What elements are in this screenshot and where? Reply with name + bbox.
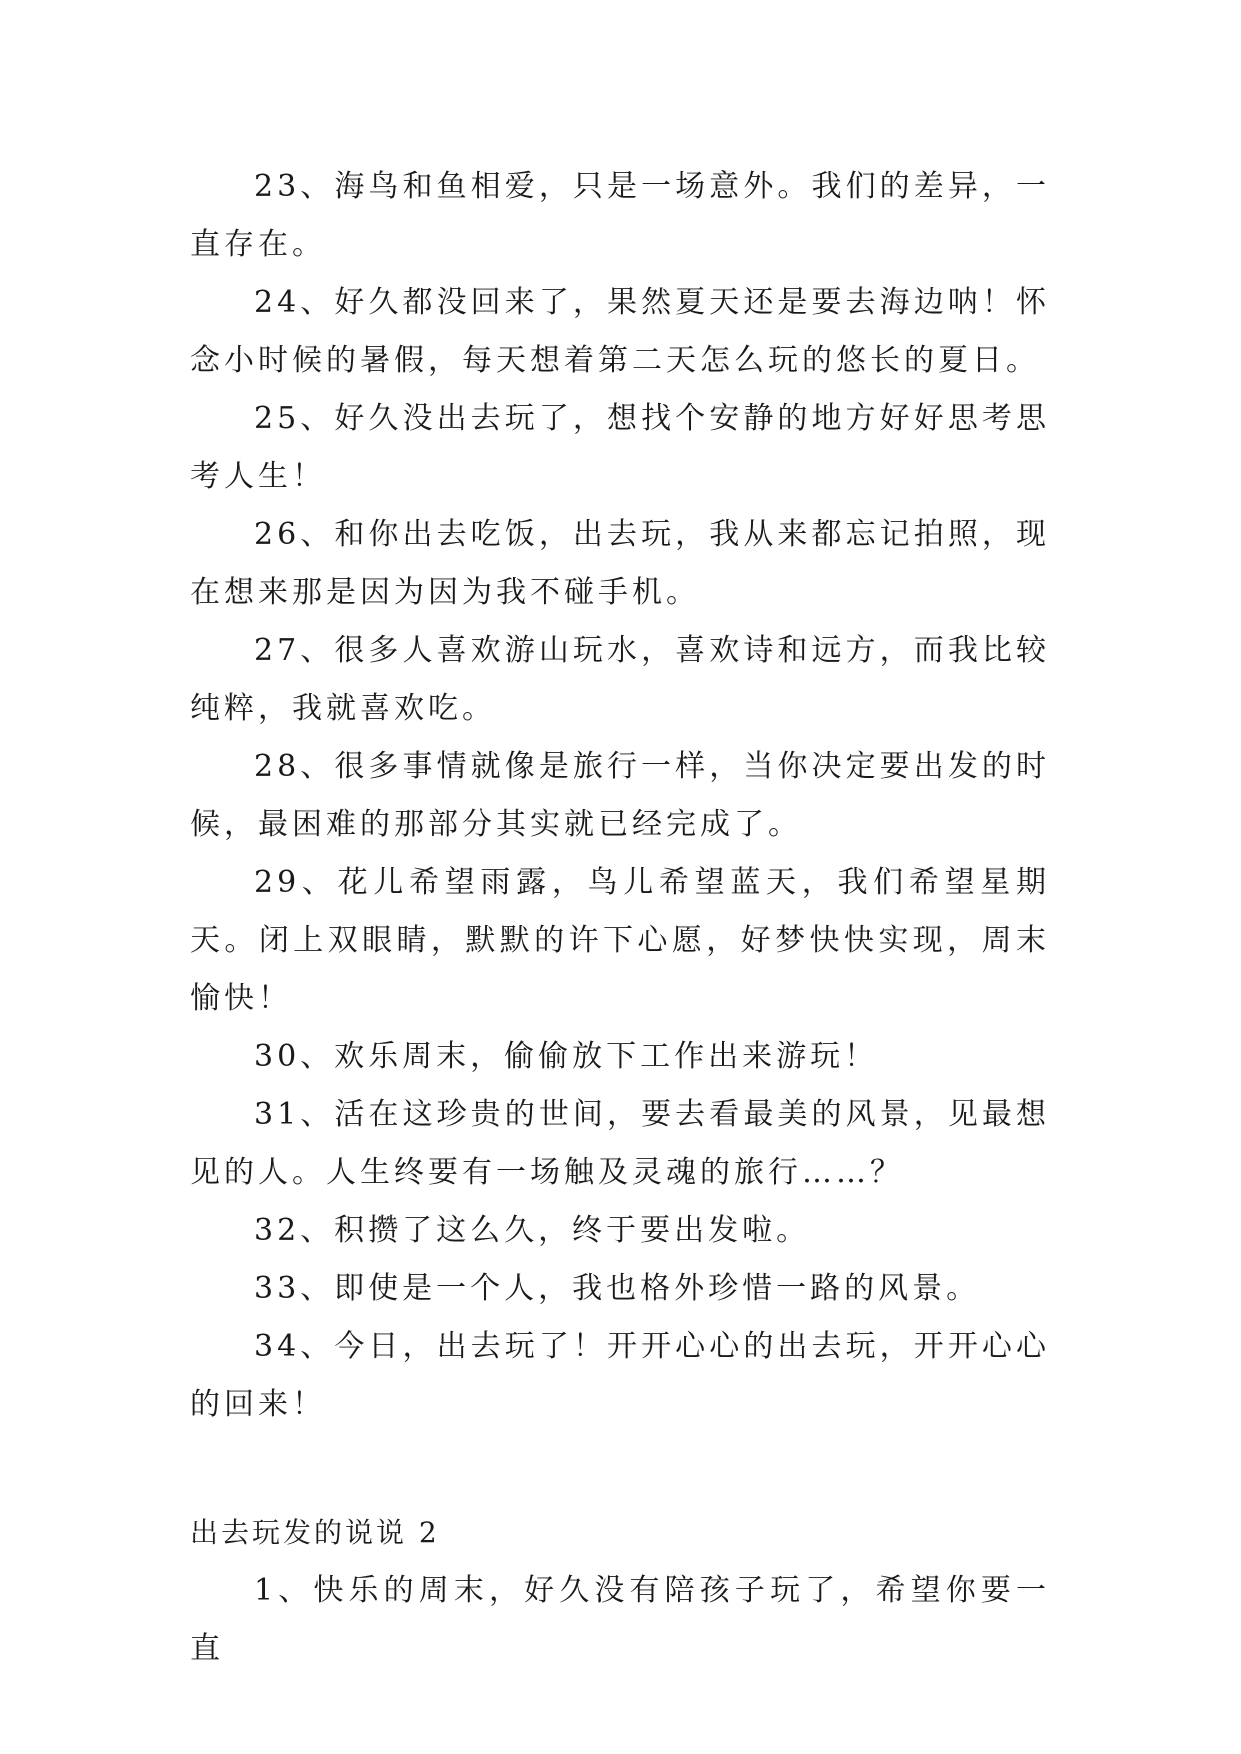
- section-paragraph-1: 1、快乐的周末，好久没有陪孩子玩了，希望你要一直: [190, 1573, 1050, 1666]
- paragraph-24: 24、好久都没回来了，果然夏天还是要去海边呐！怀念小时候的暑假，每天想着第二天怎么玩的悠长的夏日。: [190, 285, 1050, 378]
- paragraph-26: 26、和你出去吃饭，出去玩，我从来都忘记拍照，现在想来那是因为因为我不碰手机。: [190, 517, 1050, 610]
- paragraph-31: 31、活在这珍贵的世间，要去看最美的风景，见最想见的人。人生终要有一场触及灵魂的旅行……？: [190, 1097, 1050, 1190]
- paragraph-34: 34、今日，出去玩了！开开心心的出去玩，开开心心的回来！: [190, 1329, 1050, 1422]
- paragraph-32: 32、积攒了这么久，终于要出发啦。: [254, 1213, 811, 1248]
- paragraph-30: 30、欢乐周末，偷偷放下工作出来游玩！: [254, 1039, 879, 1074]
- document-body: [190, 158, 1050, 1678]
- paragraph-23: 23、海鸟和鱼相爱，只是一场意外。我们的差异，一直存在。: [190, 169, 1050, 262]
- paragraph-29: 29、花儿希望雨露，鸟儿希望蓝天，我们希望星期天。闭上双眼睛，默默的许下心愿，好梦快快实现，周末愉快！: [190, 865, 1050, 1016]
- section-heading: 出去玩发的说说 2: [190, 1516, 440, 1549]
- paragraph-27: 27、很多人喜欢游山玩水，喜欢诗和远方，而我比较纯粹，我就喜欢吃。: [190, 633, 1050, 726]
- paragraph-28: 28、很多事情就像是旅行一样，当你决定要出发的时候，最困难的那部分其实就已经完成了。: [190, 749, 1050, 842]
- paragraph-33: 33、即使是一个人，我也格外珍惜一路的风景。: [254, 1271, 981, 1306]
- paragraph-25: 25、好久没出去玩了，想找个安静的地方好好思考思考人生！: [190, 401, 1050, 494]
